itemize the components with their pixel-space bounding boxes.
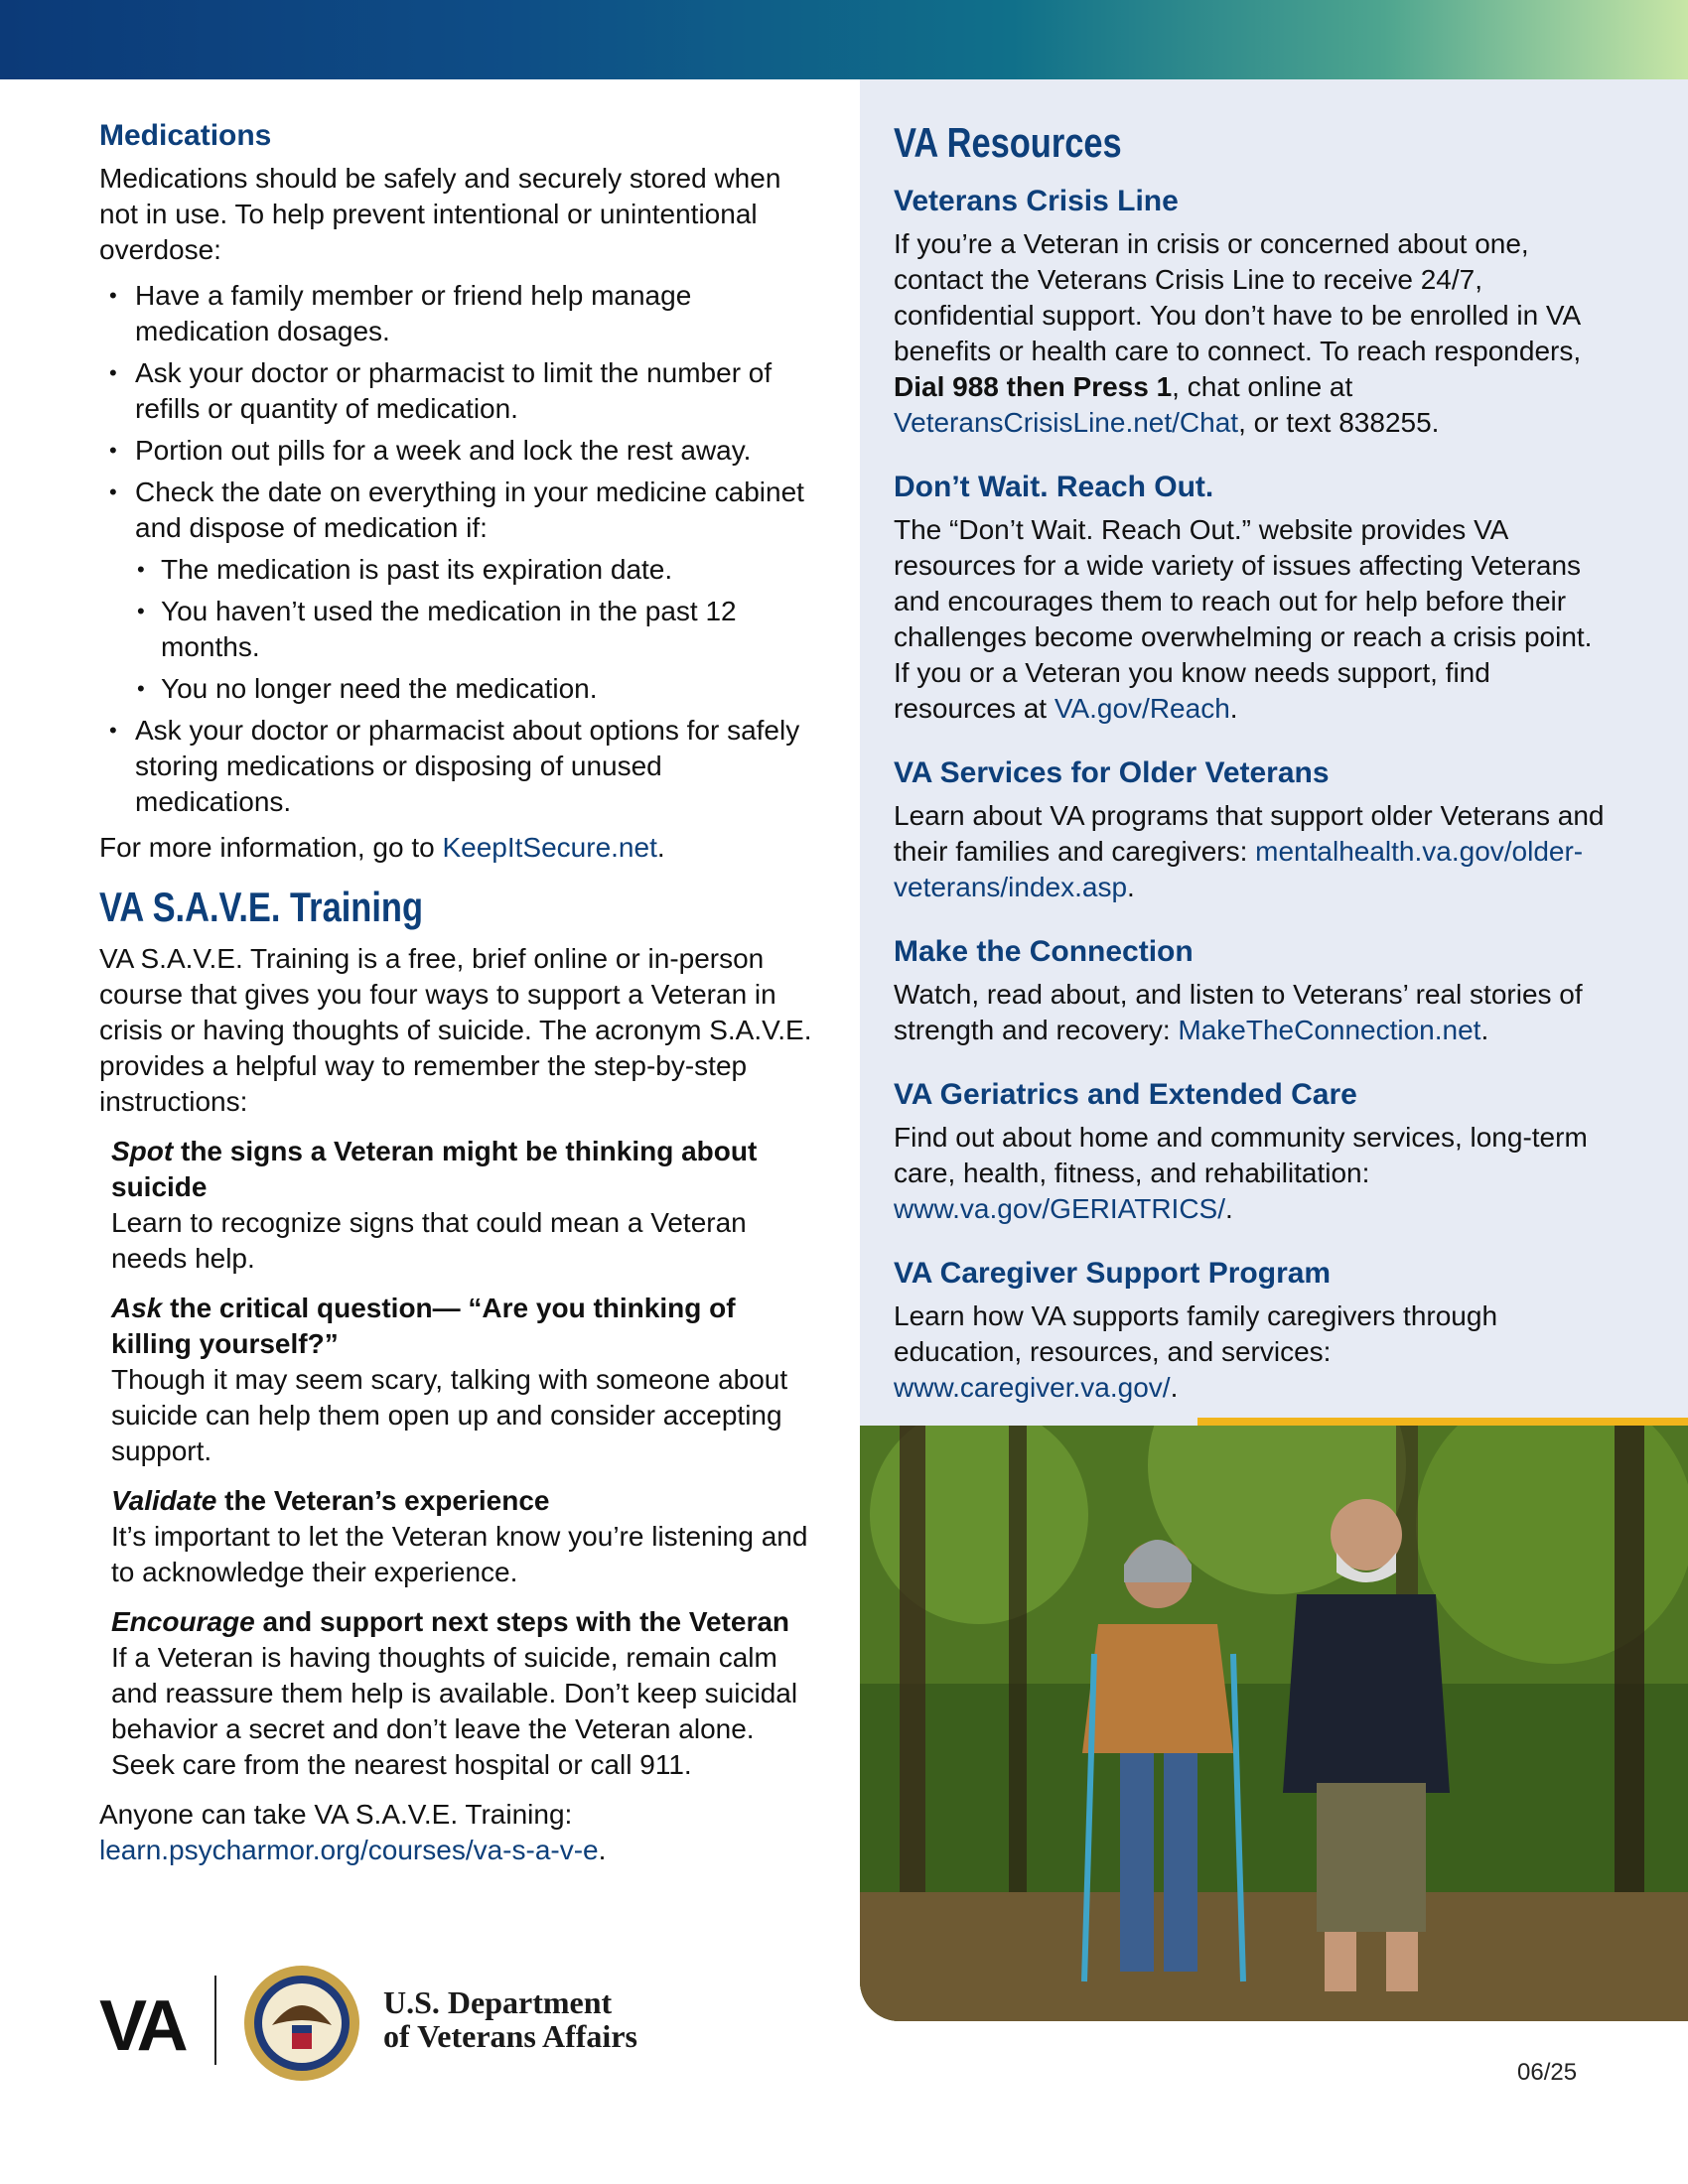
older-suffix: .	[1127, 872, 1135, 902]
resource-title: VA Geriatrics and Extended Care	[894, 1078, 1357, 1111]
department-name	[383, 1985, 637, 2053]
medications-bullet-list-end	[99, 713, 814, 820]
step-title: and support next steps with the Veteran	[254, 1606, 790, 1637]
more-info-prefix: For more information, go to	[99, 832, 443, 863]
list-item: • Ask your doctor or pharmacist about options for safely storing medications or disposing of unused medications.	[99, 713, 814, 820]
resource-title: VA Caregiver Support Program	[894, 1257, 1332, 1290]
psycharmor-link[interactable]: learn.psycharmor.org/courses/va-s-a-v-e	[99, 1835, 599, 1865]
step-lead	[111, 1291, 814, 1362]
step-body: Learn to recognize signs that could mean a Veteran needs help.	[111, 1207, 747, 1274]
medications-bullet-list	[99, 278, 814, 546]
older-veterans-link[interactable]: mentalhealth.va.gov/older-veterans/index.asp	[894, 836, 1584, 902]
veterans-walking-photo	[860, 1426, 1688, 2021]
medications-section	[99, 117, 814, 866]
step-lead	[111, 1483, 814, 1519]
reach-suffix: .	[1229, 693, 1238, 724]
more-info-suffix: .	[656, 832, 665, 863]
list-item: • Have a family member or friend help manage medication dosages.	[99, 278, 814, 349]
resource-reach-out	[894, 469, 1609, 727]
save-training-section	[99, 882, 814, 1868]
resource-text	[894, 798, 1609, 905]
list-item: • Portion out pills for a week and lock the rest away.	[99, 433, 814, 469]
save-step-encourage	[111, 1604, 814, 1783]
medications-sub-bullet-list	[99, 552, 814, 707]
step-keyword: Encourage	[111, 1606, 255, 1637]
step-keyword: Ask	[111, 1293, 163, 1323]
caregiver-suffix: .	[1170, 1372, 1179, 1403]
save-step-ask	[111, 1291, 814, 1469]
list-item	[99, 475, 814, 546]
crisis-dial-instruction: Dial 988 then Press 1	[894, 371, 1173, 402]
step-body: Though it may seem scary, talking with someone about suicide can help them open up and consider accepting support.	[111, 1364, 788, 1466]
resource-text	[894, 1120, 1609, 1227]
connection-text: Watch, read about, and listen to Veterans’ real stories of strength and recovery:	[894, 979, 1583, 1045]
keepitsecure-link[interactable]: KeepItSecure.net	[442, 832, 657, 863]
medications-more-info	[99, 830, 814, 866]
save-training-intro: VA S.A.V.E. Training is a free, brief online or in-person course that gives you four ways to support a Veteran in crisis or having thoughts of suicide. The acronym S.A.V.E. provides a helpful way to remember the step-by-step instructions:	[99, 943, 812, 1117]
logo-divider	[214, 1976, 216, 2065]
list-item-text: Check the date on everything in your medicine cabinet and dispose of medication if:	[135, 477, 804, 543]
step-title: the Veteran’s experience	[216, 1485, 550, 1516]
crisis-text-1: If you’re a Veteran in crisis or concerned about one, contact the Veterans Crisis Line to receive 24/7, confidential support. You don’t have to be enrolled in VA benefits or health care to connect. To reach responders,	[894, 228, 1582, 366]
step-lead	[111, 1604, 814, 1640]
older-text: Learn about VA programs that support older Veterans and their families and caregivers:	[894, 800, 1605, 867]
save-training-anyone	[99, 1797, 814, 1868]
medications-intro: Medications should be safely and securely stored when not in use. To help prevent intentional or unintentional overdose:	[99, 163, 781, 265]
right-column	[894, 117, 1609, 1433]
resource-older-veterans	[894, 754, 1609, 905]
reach-text: The “Don’t Wait. Reach Out.” website provides VA resources for a wide variety of issues affecting Veterans and encourages them to reach out for help before their challenges become overwhelming or reach a crisis point. If you or a Veteran you know needs support, find resources at	[894, 514, 1593, 724]
step-title: the critical question— “Are you thinking of killing yourself?”	[111, 1293, 736, 1359]
step-title: the signs a Veteran might be thinking about suicide	[111, 1136, 758, 1202]
step-lead	[111, 1134, 814, 1205]
resource-make-connection	[894, 933, 1609, 1048]
department-seal-icon	[242, 1964, 361, 2088]
save-training-heading: VA S.A.V.E. Training	[99, 884, 423, 930]
publication-date: 06/25	[1517, 2059, 1578, 2086]
save-step-spot	[111, 1134, 814, 1277]
resource-geriatrics	[894, 1076, 1609, 1227]
va-logo: VA	[99, 1986, 184, 2066]
caregiver-text: Learn how VA supports family caregivers through education, resources, and services:	[894, 1300, 1498, 1367]
list-item: • You haven’t used the medication in the past 12 months.	[99, 594, 814, 665]
geriatrics-suffix: .	[1225, 1193, 1233, 1224]
crisis-text-2: , chat online at	[1172, 371, 1353, 402]
resource-text	[894, 1298, 1609, 1406]
crisis-text-3: , or text 838255.	[1238, 407, 1440, 438]
resource-title: Make the Connection	[894, 935, 1194, 968]
resource-title: Don’t Wait. Reach Out.	[894, 471, 1214, 503]
list-item: • The medication is past its expiration date.	[99, 552, 814, 588]
left-column	[99, 117, 814, 1868]
resource-text	[894, 977, 1609, 1048]
crisis-chat-link[interactable]: VeteransCrisisLine.net/Chat	[894, 407, 1239, 438]
resource-text	[894, 512, 1609, 727]
list-item: • Ask your doctor or pharmacist to limit the number of refills or quantity of medication.	[99, 355, 814, 427]
connection-suffix: .	[1480, 1015, 1489, 1045]
step-body: If a Veteran is having thoughts of suicide, remain calm and reassure them help is available. Don’t keep suicidal behavior a secret and don’t leave the Veteran alone. Seek care from the nearest hospital or call 911.	[111, 1642, 798, 1780]
department-name-line-1: U.S. Department	[383, 1984, 613, 2020]
photo-illustration	[860, 1426, 1688, 2021]
save-step-validate	[111, 1483, 814, 1590]
step-keyword: Spot	[111, 1136, 174, 1166]
header-gradient-band	[0, 0, 1688, 79]
step-body: It’s important to let the Veteran know you’re listening and to acknowledge their experience.	[111, 1521, 808, 1587]
geriatrics-link[interactable]: www.va.gov/GERIATRICS/	[894, 1193, 1226, 1224]
resource-title: Veterans Crisis Line	[894, 185, 1179, 217]
make-the-connection-link[interactable]: MakeTheConnection.net	[1178, 1015, 1481, 1045]
va-resources-heading: VA Resources	[894, 119, 1122, 166]
department-name-line-2: of Veterans Affairs	[383, 2018, 637, 2054]
list-item: • You no longer need the medication.	[99, 671, 814, 707]
resource-crisis-line	[894, 183, 1609, 441]
caregiver-link[interactable]: www.caregiver.va.gov/	[894, 1372, 1171, 1403]
va-reach-link[interactable]: VA.gov/Reach	[1054, 693, 1230, 724]
geriatrics-text: Find out about home and community services, long-term care, health, fitness, and rehabilitation:	[894, 1122, 1588, 1188]
anyone-suffix: .	[598, 1835, 607, 1865]
step-keyword: Validate	[111, 1485, 217, 1516]
resource-caregiver	[894, 1255, 1609, 1406]
medications-heading: Medications	[99, 119, 272, 152]
resource-text	[894, 226, 1609, 441]
anyone-prefix: Anyone can take VA S.A.V.E. Training:	[99, 1799, 573, 1830]
resource-title: VA Services for Older Veterans	[894, 756, 1330, 789]
